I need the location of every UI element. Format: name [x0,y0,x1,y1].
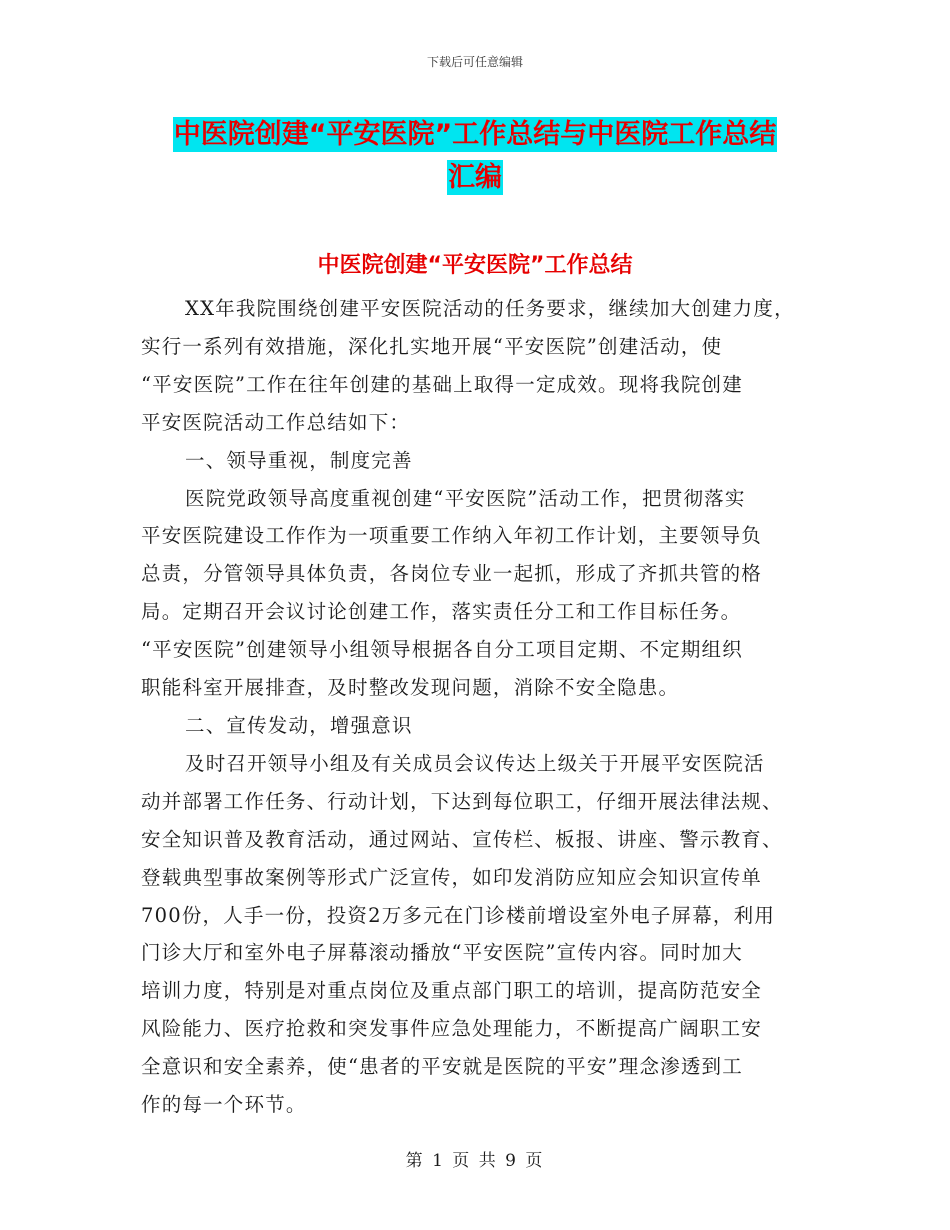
body-line: 700份，人手一份，投资2万多元在门诊楼前增设室外电子屏幕，利用 [141,903,776,927]
section-heading: 二、宣传发动，增强意识 [185,713,413,737]
section-heading: 一、领导重视，制度完善 [185,448,413,472]
body-line: 动并部署工作任务、行动计划，下达到每位职工，仔细开展法律法规、 [141,789,783,813]
body-line: 培训力度，特别是对重点岗位及重点部门职工的培训，提高防范安全 [141,979,763,1003]
body-line: 实行一系列有效措施，深化扎实地开展“平安医院”创建活动，使 [141,334,723,358]
body-line: 作的每一个环节。 [141,1093,307,1117]
body-line: 总责，分管领导具体负责，各岗位专业一起抓，形成了齐抓共管的格 [141,562,763,586]
body-line: 医院党政领导高度重视创建“平安医院”活动工作，把贯彻落实 [185,486,746,510]
body-line: “平安医院”工作在往年创建的基础上取得一定成效。现将我院创建 [141,372,743,396]
section-title: 中医院创建“平安医院”工作总结 [317,253,633,278]
body-line: 及时召开领导小组及有关成员会议传达上级关于开展平安医院活 [185,751,765,775]
page-number-footer: 第 1 页 共 9 页 [405,1151,545,1171]
body-line: 平安医院建设工作作为一项重要工作纳入年初工作计划，主要领导负 [141,524,763,548]
document-title-line-2: 汇编 [448,162,502,193]
body-line: 局。定期召开会议讨论创建工作，落实责任分工和工作目标任务。 [141,600,742,624]
page-header: 下载后可任意编辑 [426,55,523,69]
document-title-line-1: 中医院创建“平安医院”工作总结与中医院工作总结 [173,119,777,150]
body-line: 风险能力、医疗抢救和突发事件应急处理能力，不断提高广阔职工安 [141,1017,763,1041]
body-line: 职能科室开展排查，及时整改发现问题，消除不安全隐患。 [141,676,680,700]
body-line: “平安医院”创建领导小组领导根据各自分工项目定期、不定期组织 [141,638,743,662]
body-line: 登载典型事故案例等形式广泛宣传，如印发消防应知应会知识宣传单 [141,865,763,889]
body-line: 安全知识普及教育活动，通过网站、宣传栏、板报、讲座、警示教育、 [141,827,783,851]
body-line: 门诊大厅和室外电子屏幕滚动播放“平安医院”宣传内容。同时加大 [141,941,743,965]
body-line: 全意识和安全素养，使“患者的平安就是医院的平安”理念渗透到工 [141,1055,743,1079]
document-body [141,290,821,1124]
body-line: 平安医院活动工作总结如下： [141,410,411,434]
body-line: XX年我院围绕创建平安医院活动的任务要求，继续加大创建力度， [185,297,795,320]
